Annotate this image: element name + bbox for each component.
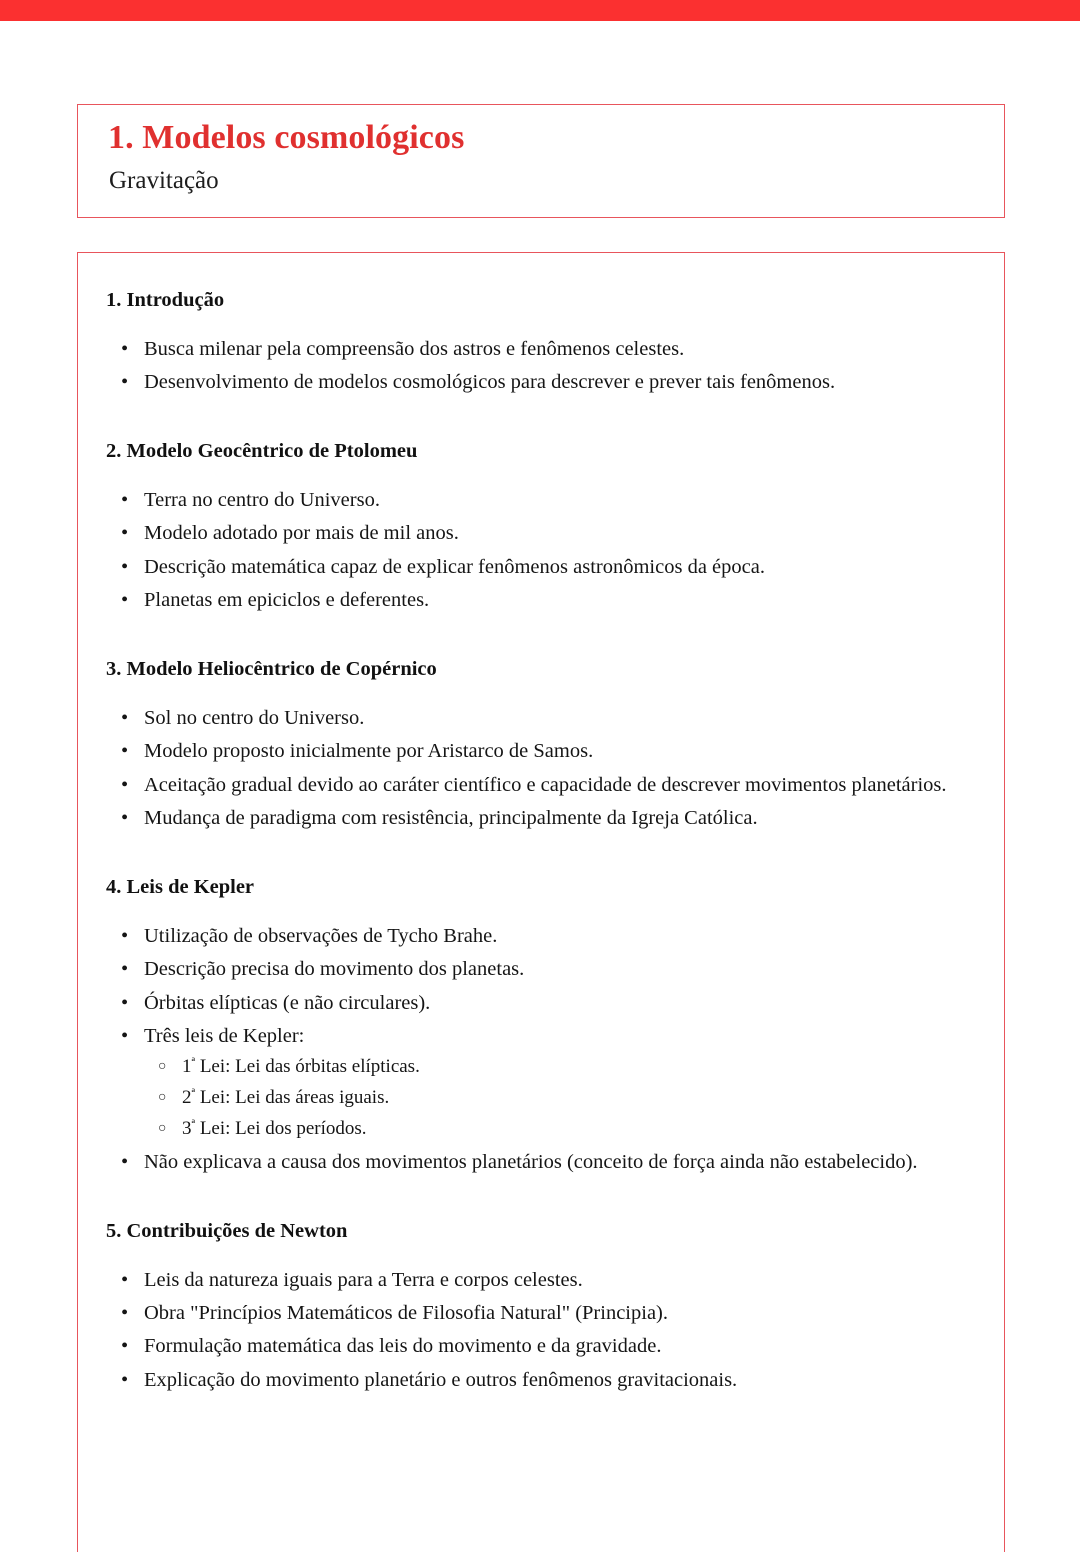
circle-bullet-marker-icon: ○: [158, 1090, 167, 1106]
list-item-text: Aceitação gradual devido ao caráter científico e capacidade de descrever movimentos planetários.: [144, 773, 947, 796]
list-item: [106, 1298, 984, 1329]
list-item: [106, 1365, 984, 1396]
section-geocentrico: [106, 439, 984, 616]
bullet-list: [106, 485, 984, 616]
bullet-marker-icon: •: [121, 522, 129, 545]
bullet-marker-icon: •: [121, 1268, 129, 1291]
list-item-text: Explicação do movimento planetário e outros fenômenos gravitacionais.: [144, 1368, 738, 1391]
bullet-marker-icon: •: [121, 555, 129, 578]
list-item-text: Desenvolvimento de modelos cosmológicos para descrever e prever tais fenômenos.: [144, 370, 836, 393]
list-item-text: Formulação matemática das leis do movimento e da gravidade.: [144, 1335, 662, 1358]
bullet-marker-icon: •: [121, 1302, 129, 1325]
bullet-marker-icon: •: [121, 991, 129, 1014]
bullet-marker-icon: •: [121, 773, 129, 796]
list-item: [106, 1331, 984, 1362]
list-item-text: Busca milenar pela compreensão dos astros e fenômenos celestes.: [144, 337, 685, 360]
bullet-list: [106, 703, 984, 834]
list-item-text: Utilização de observações de Tycho Brahe.: [144, 924, 498, 947]
bullet-marker-icon: •: [121, 924, 129, 947]
section-contribuicoes-newton: [106, 1219, 984, 1396]
sub-bullet-list: [144, 1052, 984, 1144]
sub-list-item-text: $1^ª$ Lei: Lei das órbitas elípticas.: [182, 1054, 420, 1078]
list-item: [106, 988, 984, 1019]
list-item: [106, 485, 984, 516]
section-leis-kepler: [106, 875, 984, 1178]
list-item: [106, 770, 984, 801]
list-item: [106, 803, 984, 834]
list-item-text: Descrição precisa do movimento dos planetas.: [144, 958, 525, 981]
list-item-text: Não explicava a causa dos movimentos planetários (conceito de força ainda não estabelecido).: [144, 1150, 918, 1173]
list-item-text: Terra no centro do Universo.: [144, 488, 380, 511]
section-heading: 5. Contribuições de Newton: [106, 1220, 348, 1243]
bullet-marker-icon: •: [121, 370, 129, 393]
bullet-marker-icon: •: [121, 1335, 129, 1358]
title-header-box: [77, 104, 1005, 218]
sub-list-item: [144, 1114, 984, 1145]
bullet-list: [106, 921, 984, 1178]
bullet-marker-icon: •: [121, 337, 129, 360]
list-item: [106, 1265, 984, 1296]
section-heading: 4. Leis de Kepler: [106, 876, 255, 899]
bullet-marker-icon: •: [121, 958, 129, 981]
page-subtitle: Gravitação: [109, 167, 219, 194]
bullet-marker-icon: •: [121, 1025, 129, 1048]
list-item-text: Sol no centro do Universo.: [144, 706, 365, 729]
section-heading: 3. Modelo Heliocêntrico de Copérnico: [106, 658, 437, 681]
list-item: [106, 367, 984, 398]
content-body: [106, 288, 984, 1398]
top-accent-bar: [0, 0, 1080, 21]
bullet-marker-icon: •: [121, 588, 129, 611]
circle-bullet-marker-icon: ○: [158, 1059, 167, 1075]
sub-list-item: [144, 1052, 984, 1083]
list-item-text: Obra "Princípios Matemáticos de Filosofia Natural" (Principia).: [144, 1302, 668, 1325]
list-item: [106, 1147, 984, 1178]
bullet-marker-icon: •: [121, 807, 129, 830]
list-item: [106, 954, 984, 985]
list-item: [106, 736, 984, 767]
sub-list-item-text: $3^ª$ Lei: Lei dos períodos.: [182, 1116, 367, 1139]
page-title: 1. Modelos cosmológicos: [108, 119, 465, 156]
list-item: [106, 518, 984, 549]
bullet-marker-icon: •: [121, 1368, 129, 1391]
list-item-text: Órbitas elípticas (e não circulares).: [144, 991, 431, 1014]
list-item: [106, 585, 984, 616]
bullet-marker-icon: •: [121, 740, 129, 763]
list-item: [106, 921, 984, 952]
bullet-list: [106, 1265, 984, 1396]
list-item-text: Planetas em epiciclos e deferentes.: [144, 588, 430, 611]
bullet-marker-icon: •: [121, 1150, 129, 1173]
bullet-marker-icon: •: [121, 706, 129, 729]
bullet-list: [106, 334, 984, 399]
list-item-text: Modelo proposto inicialmente por Aristarco de Samos.: [144, 740, 594, 763]
list-item: [106, 1021, 984, 1145]
list-item-text: Descrição matemática capaz de explicar fenômenos astronômicos da época.: [144, 555, 765, 578]
list-item-text: Três leis de Kepler:: [144, 1025, 305, 1048]
list-item: [106, 552, 984, 583]
list-item-text: Leis da natureza iguais para a Terra e corpos celestes.: [144, 1268, 583, 1291]
section-heading: 1. Introdução: [106, 289, 225, 311]
circle-bullet-marker-icon: ○: [158, 1120, 167, 1136]
section-heading: 2. Modelo Geocêntrico de Ptolomeu: [106, 440, 418, 463]
list-item-text: Mudança de paradigma com resistência, principalmente da Igreja Católica.: [144, 807, 758, 830]
section-introducao: [106, 288, 984, 398]
list-item: [106, 703, 984, 734]
bullet-marker-icon: •: [121, 488, 129, 511]
sub-list-item-text: $2^ª$ Lei: Lei das áreas iguais.: [182, 1085, 390, 1109]
list-item: [106, 334, 984, 365]
sub-list-item: [144, 1083, 984, 1114]
list-item-text: Modelo adotado por mais de mil anos.: [144, 522, 459, 545]
content-box: [77, 252, 1005, 1552]
section-heliocentrico: [106, 657, 984, 834]
